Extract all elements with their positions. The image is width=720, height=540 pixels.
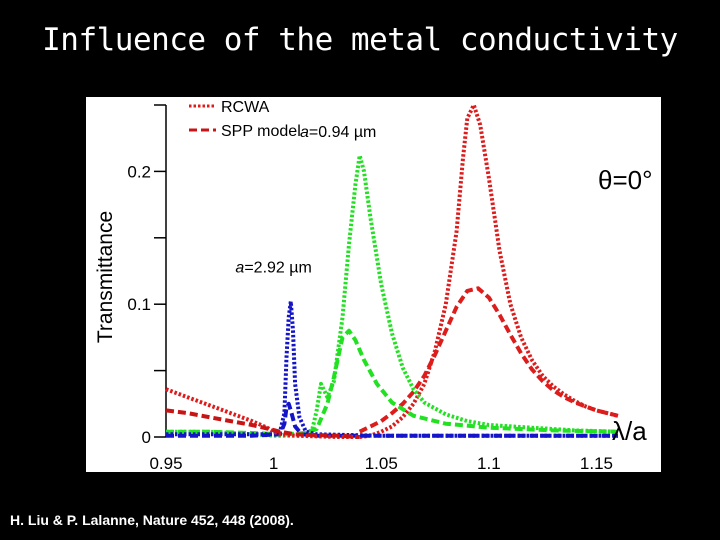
y-tick-label: 0.2 xyxy=(127,162,151,182)
plot-panel xyxy=(86,73,661,473)
series-line-094-rcwa xyxy=(166,156,618,436)
x-tick-label: 0.95 xyxy=(149,454,183,473)
legend-rcwa-label: RCWA xyxy=(221,99,270,116)
x-axis-symbol: λ/a xyxy=(612,416,647,446)
legend-spp-label: SPP model xyxy=(221,123,301,140)
x-tick-label: 1 xyxy=(268,454,279,473)
transmittance-chart xyxy=(86,73,661,473)
series-annotation: a=0.94 µm xyxy=(299,123,377,141)
legend xyxy=(189,99,301,140)
x-tick-label: 1.05 xyxy=(364,454,398,473)
angle-label: θ=0° xyxy=(598,165,653,195)
x-tick-label: 1.1 xyxy=(477,454,501,473)
y-tick-label: 0 xyxy=(141,428,151,447)
series-line-094-spp-model xyxy=(166,331,618,435)
slide-title: Influence of the metal conductivity xyxy=(42,22,678,58)
series-annotation: a=2.92 µm xyxy=(235,259,312,277)
series-annotation: a=0.68 µm xyxy=(418,73,495,91)
series-line-068-rcwa xyxy=(360,105,618,437)
y-tick-label: 0.1 xyxy=(127,295,151,315)
y-axis-label: Transmittance xyxy=(94,210,117,344)
citation: H. Liu & P. Lalanne, Nature 452, 448 (2008). xyxy=(10,512,294,528)
axes-layer xyxy=(127,105,613,473)
x-tick-label: 1.15 xyxy=(579,454,614,473)
series-layer xyxy=(166,105,618,437)
